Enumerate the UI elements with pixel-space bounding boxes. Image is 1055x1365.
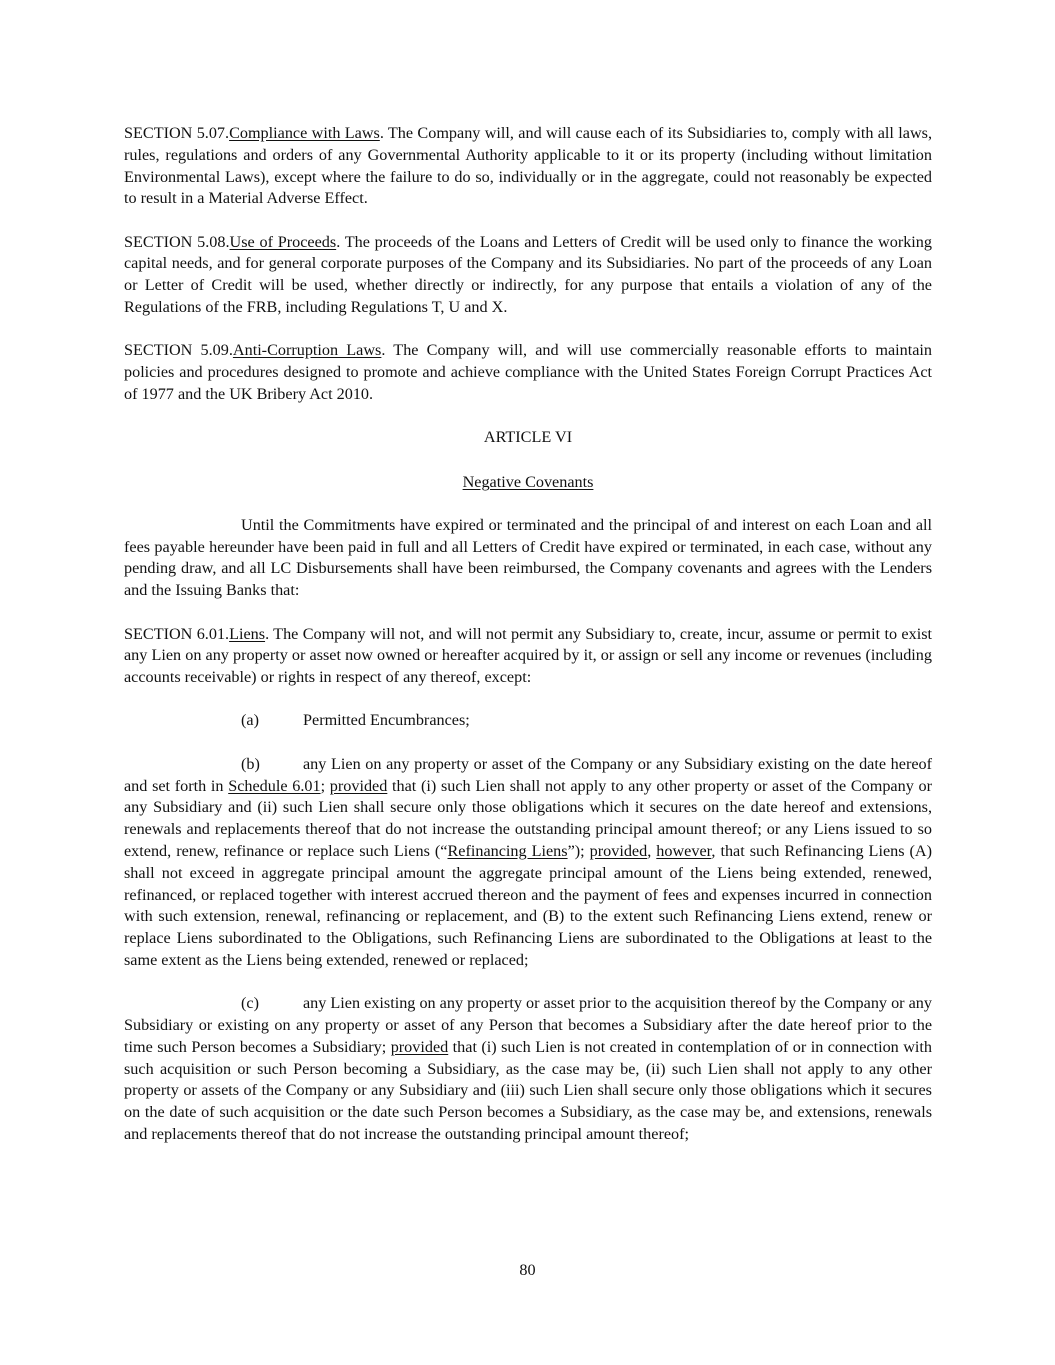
section-body: . The proceeds of the Loans and Letters of Credit will be used only to finance the working capital needs, and for general corporate purposes of the Company and its Subsidiaries. No part of the proceeds of any Loan or Letter of Credit will be used, whether directly or indirectly, for any purpose that entails a violation of any of the Regulations of the FRB, including Regulations T, U and X. bbox=[124, 232, 932, 317]
section-number: SECTION 6.01. bbox=[124, 624, 230, 643]
article-intro: Until the Commitments have expired or terminated and the principal of and interest on each Loan and all fees payable hereunder have been paid in full and all Letters of Credit have expired or terminated, in each case, without any pending draw, and all LC Disbursements shall have been reimbursed, the Company covenants and agrees with the Lenders and the Issuing Banks that: bbox=[124, 515, 932, 600]
section-title: Compliance with Laws bbox=[229, 124, 380, 142]
article-subheading-text: Negative Covenants bbox=[462, 473, 594, 492]
section-body: . The Company will not, and will not permit any Subsidiary to, create, incur, assume or permit to exist any Lien on any property or asset now owned or hereafter acquired by it, or assign or sell any income or revenues (including accounts receivable) or rights in respect of any thereof, except: bbox=[124, 624, 932, 687]
item-label: (a) bbox=[241, 711, 259, 730]
section-number: SECTION 5.09. bbox=[124, 341, 233, 360]
section-5-08 bbox=[124, 232, 932, 319]
section-body: . The Company will, and will use commercially reasonable efforts to maintain policies and procedures designed to promote and achieve compliance with the United States Foreign Corrupt Practices Act of 1977 and the UK Bribery Act 2010. bbox=[124, 341, 932, 403]
item-b bbox=[124, 754, 932, 972]
item-c bbox=[124, 993, 932, 1146]
provided-term: provided bbox=[390, 1037, 449, 1056]
schedule-ref: Schedule 6.01 bbox=[228, 776, 321, 795]
item-text: that (i) such Lien shall not apply to any other property or asset of the Company or any Subsidiary and (ii) such Lien shall secure only those obligations which it secures on the date hereof and extensions, renewals and replacements thereof that do not increase the outstanding principal amount thereof; or any Liens issued to so extend, renew, refinance or replace such Liens (“ bbox=[124, 776, 932, 860]
section-title: Use of Proceeds bbox=[229, 232, 337, 251]
section-5-07 bbox=[124, 123, 932, 210]
section-6-01 bbox=[124, 624, 932, 689]
article-heading: ARTICLE VI bbox=[483, 428, 573, 447]
item-text: Permitted Encumbrances; bbox=[303, 711, 470, 730]
provided-term: provided bbox=[589, 841, 648, 860]
article-subheading bbox=[124, 472, 932, 494]
item-label: (b) bbox=[241, 754, 260, 773]
section-number: SECTION 5.07. bbox=[124, 124, 230, 142]
item-text: ; bbox=[320, 776, 330, 795]
section-title: Liens bbox=[229, 624, 266, 643]
defined-term: Refinancing Liens bbox=[447, 841, 568, 860]
item-text: any Lien on any property or asset of the Company or any Subsidiary existing on the date hereof and set forth in bbox=[124, 754, 932, 795]
item-label: (c) bbox=[241, 994, 259, 1013]
section-5-09 bbox=[124, 340, 932, 405]
item-text: that (i) such Lien is not created in contemplation of or in connection with such acquisition or such Person becoming a Subsidiary, as the case may be, (ii) such Lien shall not apply to any other property or assets of the Company or any Subsidiary and (iii) such Lien shall secure only those obligations which it secures on the date of such acquisition or the date such Person becomes a Subsidiary, as the case may be, and extensions, renewals and replacements thereof that do not increase the outstanding principal amount thereof; bbox=[124, 1037, 932, 1143]
document-page bbox=[124, 123, 932, 1167]
item-text: any Lien existing on any property or asset prior to the acquisition thereof by the Company or any Subsidiary or existing on any property or asset of any Person that becomes a Subsidiary after the date hereof prior to the time such Person becomes a Subsidiary; bbox=[124, 994, 932, 1056]
item-a bbox=[124, 710, 932, 732]
item-text: ”); bbox=[567, 841, 590, 860]
section-number: SECTION 5.08. bbox=[124, 232, 230, 251]
however-term: however bbox=[656, 841, 712, 860]
section-body: . The Company will, and will cause each of its Subsidiaries to, comply with all laws, rules, regulations and orders of any Governmental Authority applicable to it or its property (including without limitation Environmental Laws), except where the failure to do so, individually or in the aggregate, could not reasonably be expected to result in a Material Adverse Effect. bbox=[124, 124, 932, 208]
item-text: , bbox=[647, 841, 657, 860]
provided-term: provided bbox=[329, 776, 388, 795]
section-title: Anti-Corruption Laws bbox=[232, 341, 382, 360]
item-text: , that such Refinancing Liens (A) shall not exceed in aggregate principal amount the aggregate principal amount of the Liens being extended, renewed, refinanced, or replaced together with interest accrued thereon and the payment of fees and expenses incurred in connection with such extension, renewal, refinancing or replacement, and (B) to the extent such Refinancing Liens extend, renew or replace Liens subordinated to the Obligations, such Refinancing Liens are subordinated to the Obligations at least to the same extent as the Liens being extended, renewed or replaced; bbox=[124, 841, 933, 969]
page-number: 80 bbox=[519, 1261, 536, 1279]
